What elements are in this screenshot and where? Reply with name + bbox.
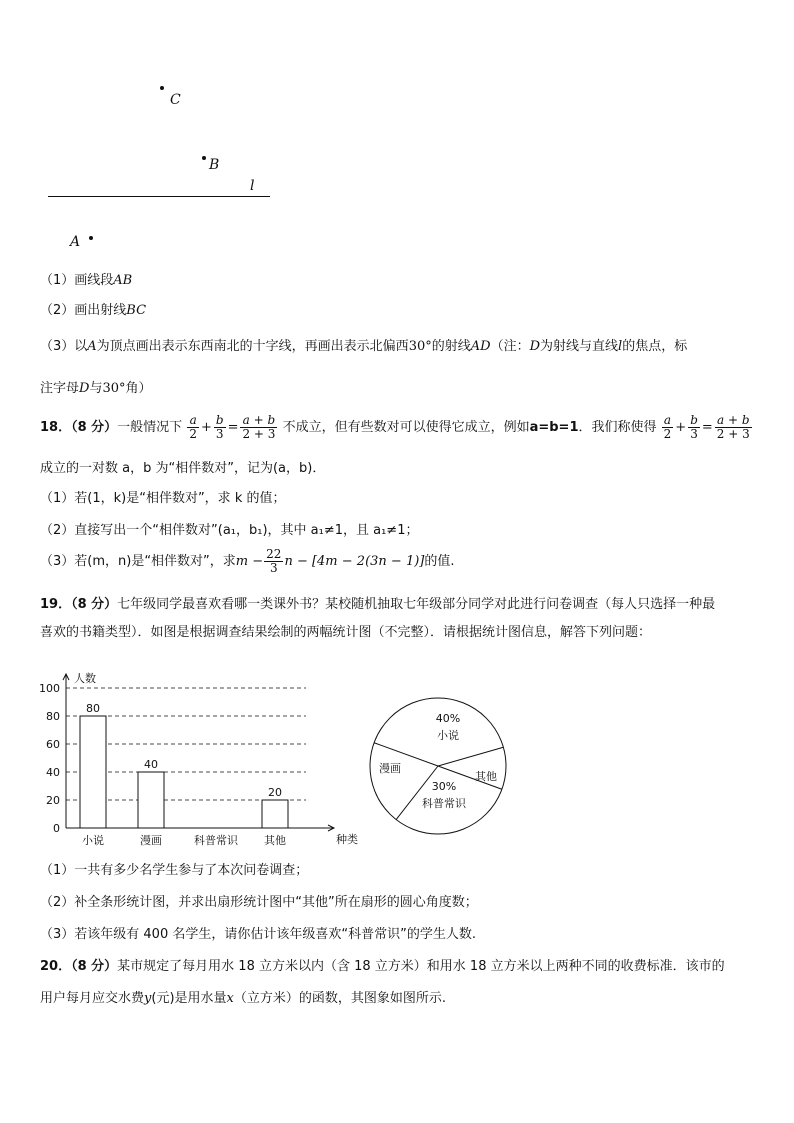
line-l xyxy=(48,196,270,197)
q19-part2: （2）补全条形统计图，并求出扇形统计图中“其他”所在扇形的圆心角度数； xyxy=(40,895,478,910)
frac-sum-b: $\frac{a + b}{2 + 3}$ xyxy=(716,413,750,441)
q19-part3: （3）若该年级有 400 名学生，请你估计该年级喜欢“科普常识”的学生人数. xyxy=(40,927,476,942)
frac-b-over-3: $\frac{b}{3}$ xyxy=(215,413,224,441)
bar xyxy=(80,716,106,828)
q18-intro-line: 18．（8 分）一般情况下 $\frac{a}{2}$ + $\frac{b}{3}$ = $\frac{a + b}{2 + 3}$ 不成立，但有些数对可以使得它成立，例如a=b=1．我们称使得 $\frac{a}{2}$ + $\frac{b}{3}$ = $\frac{a + b}{2 + 3}$ xyxy=(40,413,750,441)
q17-part1: （1）画线段AB xyxy=(40,273,133,288)
q18-part2: （2）直接写出一个“相伴数对”(a₁，b₁)，其中 a₁≠1，且 a₁≠1； xyxy=(40,523,419,538)
bar-data-label: 80 xyxy=(86,702,100,715)
point-a-dot xyxy=(89,236,93,240)
pie-slice-percent: 30% xyxy=(431,780,457,793)
q20-line1: 20．（8 分）某市规定了每月用水 18 立方米以内（含 18 立方米）和用水 18 立方米以上两种不同的收费标准．该市的 xyxy=(40,959,725,974)
frac-sum: $\frac{a + b}{2 + 3}$ xyxy=(242,413,276,441)
q20-line2: 用户每月应交水费y(元)是用水量x（立方米）的函数，其图象如图所示. xyxy=(40,991,447,1006)
y-tick-label: 0 xyxy=(53,822,60,835)
q19-line1: 19．（8 分）七年级同学最喜欢看哪一类课外书？某校随机抽取七年级部分同学对此进行问卷调查（每人只选择一种最 xyxy=(40,597,716,612)
frac-a-over-2-b: $\frac{a}{2}$ xyxy=(663,413,672,441)
q18-part1: （1）若(1，k)是“相伴数对”，求 k 的值； xyxy=(40,491,286,506)
line-l-label: l xyxy=(250,178,255,194)
pie-slice-label: 科普常识 xyxy=(422,797,466,810)
x-tick-label: 其他 xyxy=(264,834,286,847)
y-tick-label: 100 xyxy=(39,682,60,695)
pie-slice-label: 小说 xyxy=(437,729,459,742)
bar xyxy=(138,772,164,828)
x-tick-label: 科普常识 xyxy=(194,834,238,847)
y-tick-label: 60 xyxy=(46,738,60,751)
q18-line2: 成立的一对数 a，b 为“相伴数对”，记为(a，b)． xyxy=(40,461,326,476)
frac-b-over-3-b: $\frac{b}{3}$ xyxy=(690,413,698,441)
bar-data-label: 20 xyxy=(268,786,282,799)
y-tick-label: 40 xyxy=(46,766,60,779)
q17-part2: （2）画出射线BC xyxy=(40,303,147,318)
x-tick-label: 小说 xyxy=(82,834,104,847)
q17-part3-line2: 注字母D与30°角） xyxy=(40,381,152,396)
point-a-label: A xyxy=(70,234,81,250)
frac-a-over-2: $\frac{a}{2}$ xyxy=(189,413,197,441)
point-b-dot xyxy=(202,156,206,160)
pie-chart xyxy=(362,690,526,850)
bar xyxy=(262,800,288,828)
q19-line2: 喜欢的书籍类型）．如图是根据调查结果绘制的两幅统计图（不完整）．请根据统计图信息，解答下列问题： xyxy=(40,625,652,640)
y-tick-label: 20 xyxy=(46,794,60,807)
frac-22-over-3: $\frac{22}{3}$ xyxy=(266,547,282,575)
point-c-dot xyxy=(160,86,164,90)
q19-part1: （1）一共有多少名学生参与了本次问卷调查； xyxy=(40,863,309,878)
point-b-label: B xyxy=(209,157,220,173)
q18-part3: （3）若(m，n)是“相伴数对”，求m − $\frac{22}{3}$ n − [4m − 2(3n − 1)]的值. xyxy=(40,547,455,575)
pie-slice-label: 漫画 xyxy=(379,762,401,775)
pie-slice-percent: 40% xyxy=(435,712,461,725)
bar-data-label: 40 xyxy=(144,758,158,771)
x-tick-label: 漫画 xyxy=(140,834,162,847)
y-tick-label: 80 xyxy=(46,710,60,723)
y-axis-label: 人数 xyxy=(74,672,96,685)
bar-chart xyxy=(30,652,358,848)
pie-slice-label: 其他 xyxy=(475,770,497,783)
x-axis-label: 种类 xyxy=(336,833,358,846)
point-c-label: C xyxy=(170,92,181,108)
q17-part3-line1: （3）以A为顶点画出表示东西南北的十字线，再画出表示北偏西30°的射线AD（注：D为射线与直线l的焦点，标 xyxy=(40,339,688,354)
